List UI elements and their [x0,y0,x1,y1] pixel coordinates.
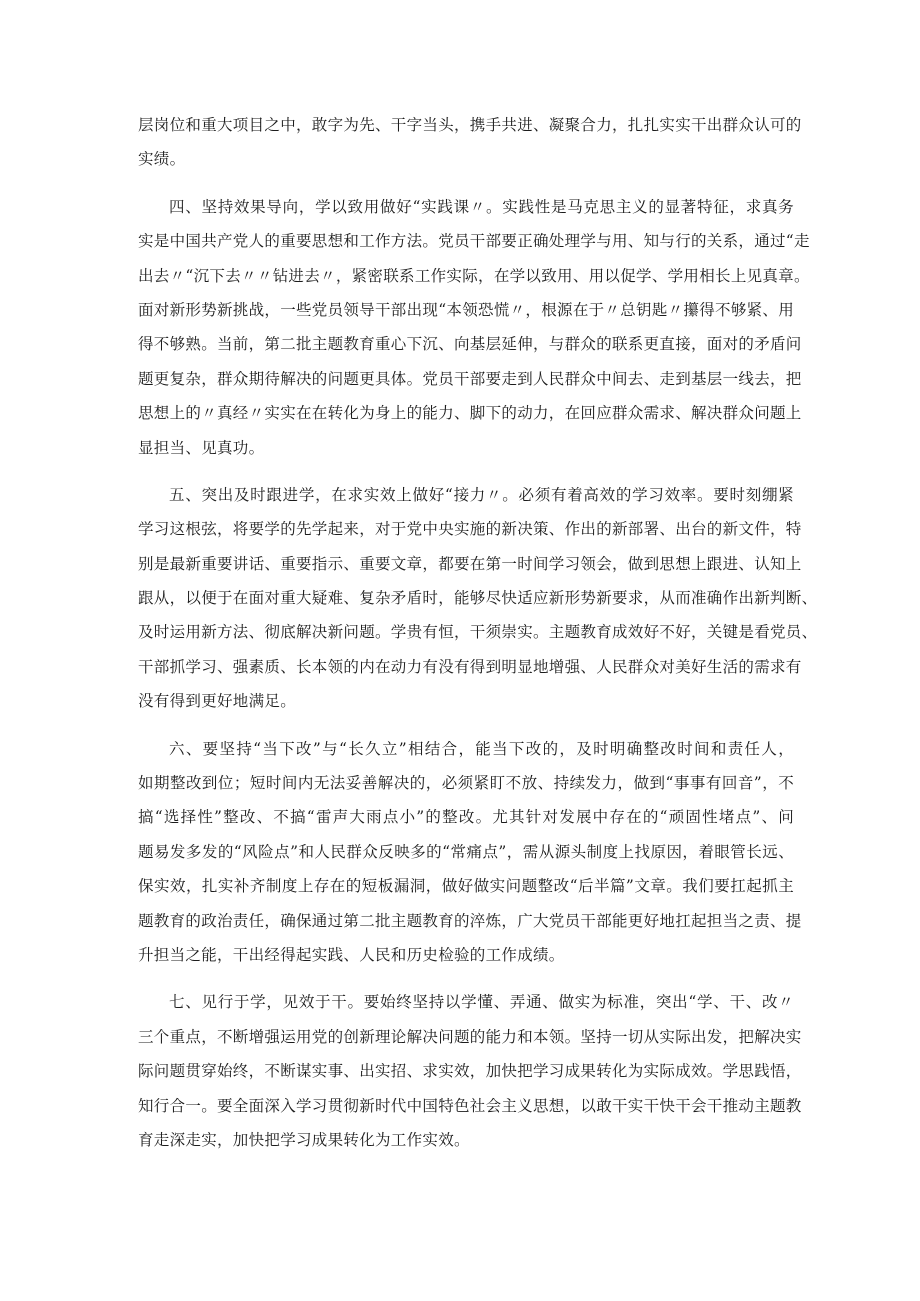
text-line: 别是最新重要讲话、重要指示、重要文章，都要在第一时间学习领会，做到思想上跟进、认知上 [138,554,802,573]
text-line: 干部抓学习、强素质、长本领的内在动力有没有得到明显地增强、人民群众对美好生活的需求有 [138,657,802,676]
text-line: 题易发多发的“风险点”和人民群众反映多的“常痛点”，需从源头制度上找原因，着眼管长远、 [138,842,794,861]
text-line: 跟从，以便于在面对重大疑难、复杂矛盾时，能够尽快适应新形势新要求，从而准确作出新判断、 [138,589,818,608]
paragraph-point-4 [138,190,810,465]
text-line: 实是中国共产党人的重要思想和工作方法。党员干部要正确处理学与用、知与行的关系，通过“走 [138,232,810,251]
text-line: 实绩。 [138,150,186,169]
text-line: 学习这根弦，将要学的先学起来，对于党中央实施的新决策、作出的新部署、出台的新文件，特 [138,520,802,539]
text-line: 知行合一。要全面深入学习贯彻新时代中国特色社会主义思想，以敢干实干快干会干推动主题教 [138,1096,802,1115]
text-line: 思想上的〃真经〃实实在在转化为身上的能力、脚下的动力，在回应群众需求、解决群众问题上 [138,404,802,423]
text-line: 际问题贯穿始终，不断谋实事、出实招、求实效，加快把学习成果转化为实际成效。学思践悟， [138,1062,802,1081]
text-line: 保实效，扎实补齐制度上存在的短板漏洞，做好做实问题整改“后半篇”文章。我们要扛起抓主 [138,877,794,896]
text-line: 七、见行于学，见效于干。要始终坚持以学懂、弄通、做实为标准，突出“学、干、改〃 [169,993,794,1012]
paragraph-point-6 [138,732,802,973]
paragraph-point-7 [138,985,802,1157]
text-line: 没有得到更好地满足。 [138,692,297,711]
text-line: 出去〃“沉下去〃〃钻进去〃，紧密联系工作实际，在学以致用、用以促学、学用相长上见真章。 [138,266,810,285]
text-line: 得不够熟。当前，第二批主题教育重心下沉、向基层延伸，与群众的联系更直接，面对的矛盾问 [138,335,802,354]
paragraph-continuation [138,108,802,177]
text-line: 及时运用新方法、彻底解决新问题。学贵有恒，干须崇实。主题教育成效好不好，关键是看党员、 [138,623,818,642]
text-line: 四、坚持效果导向，学以致用做好“实践课〃。实践性是马克思主义的显著特征，求真务 [169,197,794,216]
text-line: 升担当之能，干出经得起实践、人民和历史检验的工作成绩。 [138,945,565,964]
text-line: 层岗位和重大项目之中，敢字为先、干字当头，携手共进、凝聚合力，扎扎实实干出群众认可的 [138,116,802,134]
text-line: 如期整改到位；短时间内无法妥善解决的，必须紧盯不放、持续发力，做到“事事有回音”，不 [138,774,794,793]
text-line: 三个重点，不断增强运用党的创新理论解决问题的能力和本领。坚持一切从实际出发，把解决实 [138,1027,802,1046]
text-line: 育走深走实，加快把学习成果转化为工作实效。 [138,1130,470,1149]
text-line: 题教育的政治责任，确保通过第二批主题教育的淬炼，广大党员干部能更好地扛起担当之责、提 [138,911,802,930]
text-line: 五、突出及时跟进学，在求实效上做好“接力〃。必须有着高效的学习效率。要时刻绷紧 [169,485,794,504]
text-line: 题更复杂，群众期待解决的问题更具体。党员干部要走到人民群众中间去、走到基层一线去，把 [138,369,802,388]
text-line: 面对新形势新挑战，一些党员领导干部出现“本领恐慌〃，根源在于〃总钥匙〃攥得不够紧、用 [138,300,795,319]
text-line: 显担当、见真功。 [138,438,265,457]
text-line: 搞“选择性”整改、不搞“雷声大雨点小”的整改。尤其针对发展中存在的“顽固性堵点”、问 [138,808,794,827]
text-line: 六、要坚持“当下改”与“长久立”相结合，能当下改的，及时明确整改时间和责任人， [169,739,794,758]
paragraph-point-5 [138,478,818,719]
body-text [138,108,818,1157]
